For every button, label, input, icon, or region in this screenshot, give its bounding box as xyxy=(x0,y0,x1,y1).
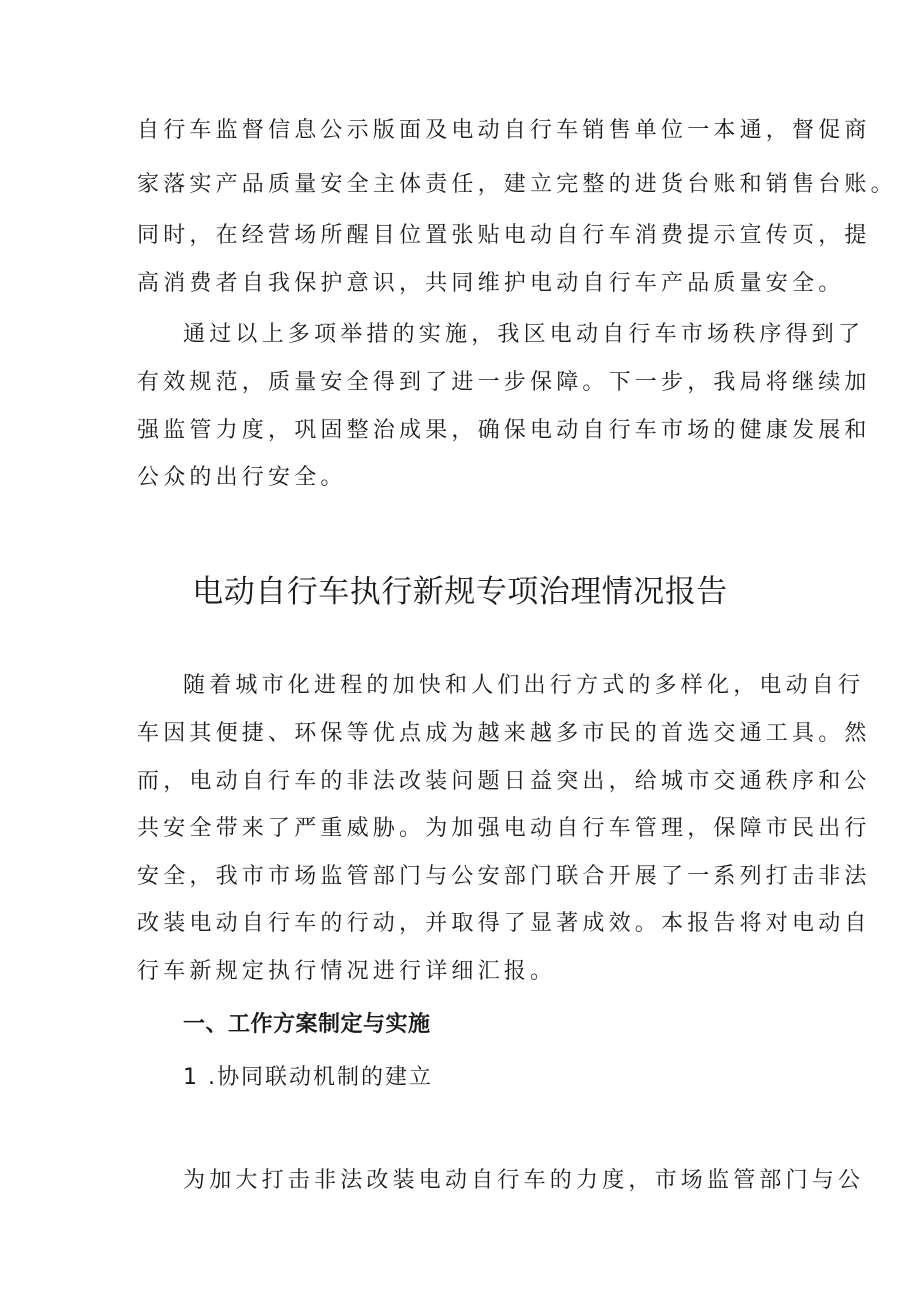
paragraph-line: 共安全带来了严重威胁。为加强电动自行车管理，保障市民出行 xyxy=(137,816,871,841)
paragraph-line: 自行车监督信息公示版面及电动自行车销售单位一本通，督促商 xyxy=(137,118,871,143)
paragraph-line: 改装电动自行车的行动，并取得了显著成效。本报告将对电动自 xyxy=(137,911,871,936)
paragraph-line: 为加大打击非法改装电动自行车的力度，市场监管部门与公 xyxy=(183,1168,865,1193)
section-heading: 一、工作方案制定与实施 xyxy=(183,1012,431,1037)
report-title: 电动自行车执行新规专项治理情况报告 xyxy=(192,574,728,610)
paragraph-line: 同时，在经营场所醒目位置张贴电动自行车消费提示宣传页，提 xyxy=(137,223,871,248)
paragraph-line: 家落实产品质量安全主体责任，建立完整的进货台账和销售台账。 xyxy=(137,172,897,197)
subsection-heading: 1 .协同联动机制的建立 xyxy=(183,1065,433,1090)
paragraph-line: 而，电动自行车的非法改装问题日益突出，给城市交通秩序和公 xyxy=(137,769,871,794)
paragraph-line: 安全，我市市场监管部门与公安部门联合开展了一系列打击非法 xyxy=(137,864,871,889)
paragraph-line: 随着城市化进程的加快和人们出行方式的多样化，电动自行 xyxy=(183,673,865,698)
paragraph-line: 强监管力度，巩固整治成果，确保电动自行车市场的健康发展和 xyxy=(137,418,871,443)
paragraph-line: 高消费者自我保护意识，共同维护电动自行车产品质量安全。 xyxy=(137,271,845,296)
paragraph-line: 通过以上多项举措的实施，我区电动自行车市场秩序得到了 xyxy=(183,322,865,347)
paragraph-line: 行车新规定执行情况进行详细汇报。 xyxy=(137,959,557,984)
paragraph-line: 有效规范，质量安全得到了进一步保障。下一步，我局将继续加 xyxy=(137,370,871,395)
paragraph-line: 公众的出行安全。 xyxy=(137,465,347,490)
paragraph-line: 车因其便捷、环保等优点成为越来越多市民的首选交通工具。然 xyxy=(137,721,871,746)
